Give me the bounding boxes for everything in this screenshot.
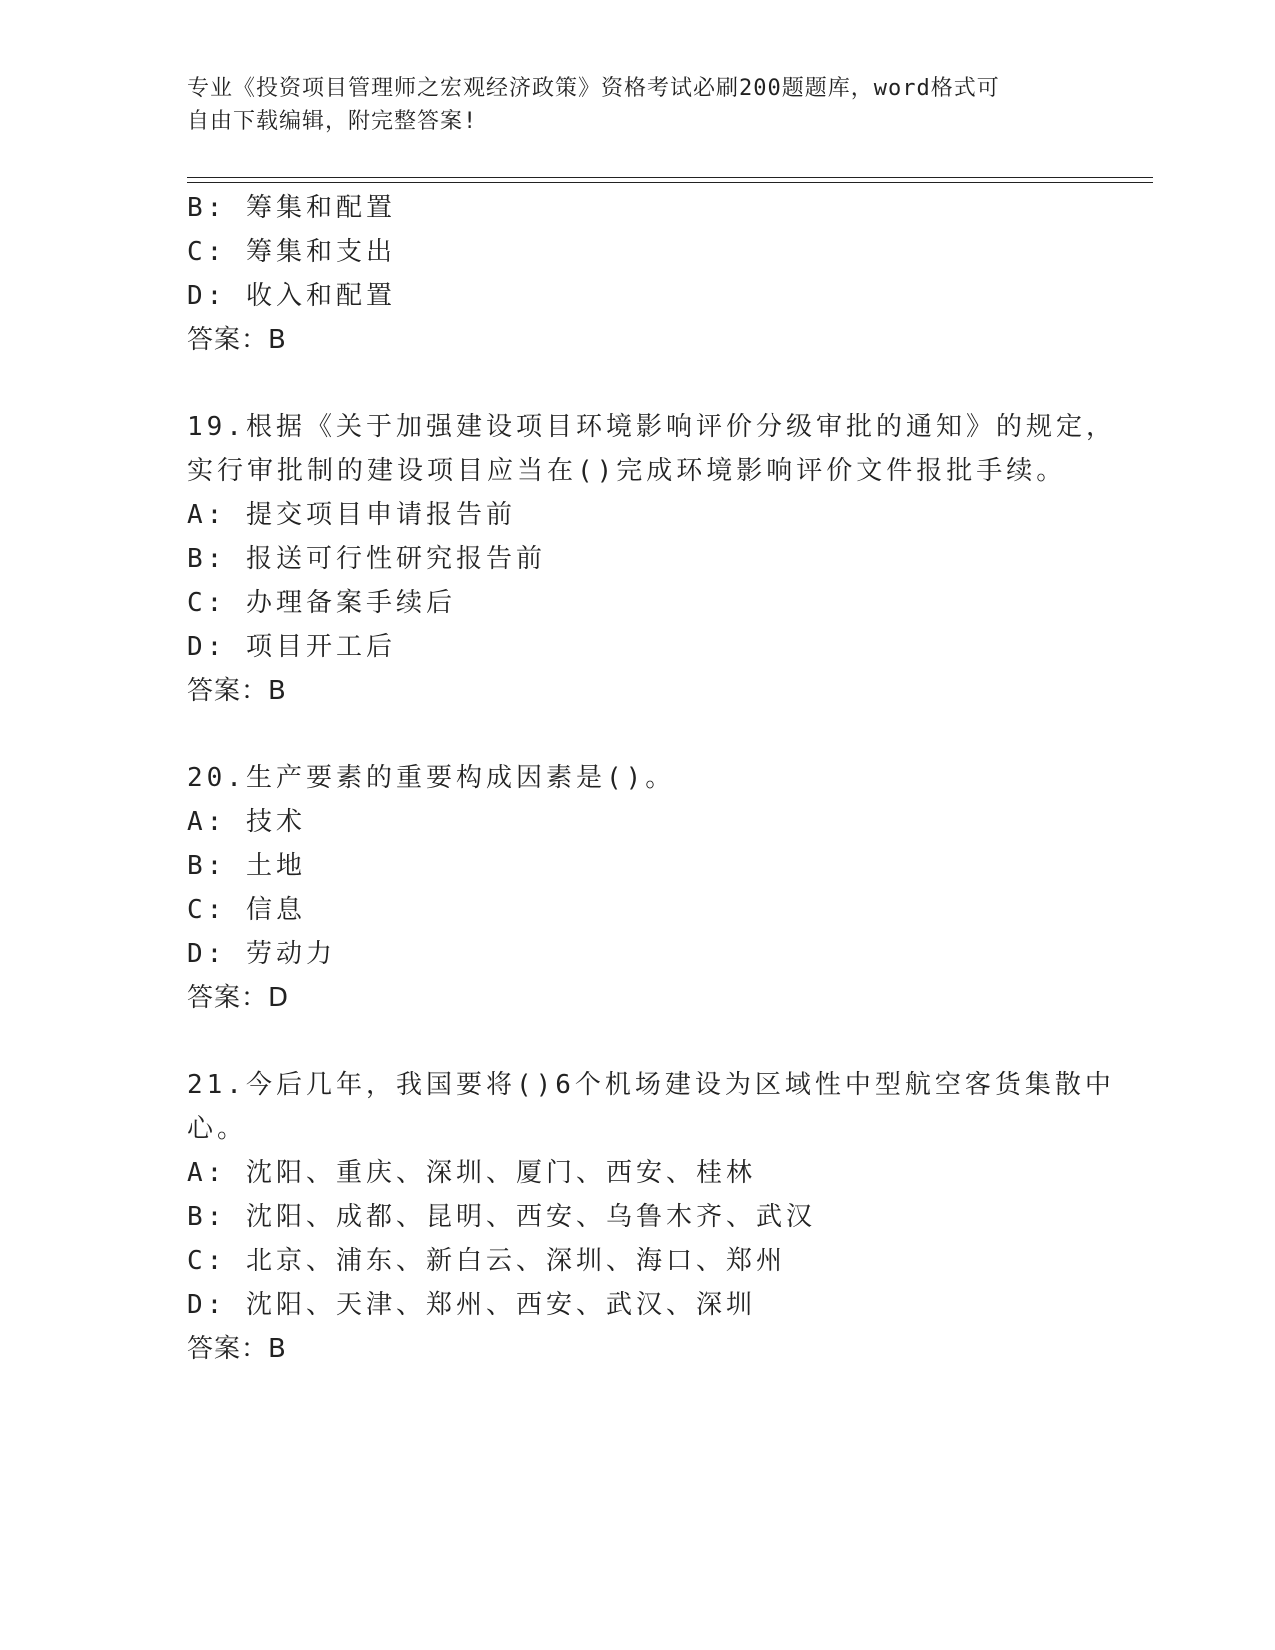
q20-option-b: B: 土地 <box>187 851 306 881</box>
header-line-1: 专业《投资项目管理师之宏观经济政策》资格考试必刷200题题库，word格式可 <box>187 76 1000 101</box>
q21-option-b: B: 沈阳、成都、昆明、西安、乌鲁木齐、武汉 <box>187 1202 816 1232</box>
header-divider-bottom <box>187 182 1153 183</box>
q21-option-c: C: 北京、浦东、新白云、深圳、海口、郑州 <box>187 1246 786 1276</box>
header-divider-top <box>187 177 1153 178</box>
q19-option-a: A: 提交项目申请报告前 <box>187 500 516 530</box>
q19-option-b: B: 报送可行性研究报告前 <box>187 544 546 574</box>
q18-answer: 答案：B <box>187 325 287 355</box>
header-line-2: 自由下载编辑，附完整答案! <box>187 109 478 134</box>
q21-stem-line-1: 21.今后几年，我国要将()6个机场建设为区域性中型航空客货集散中 <box>187 1070 1115 1100</box>
document-header <box>187 72 1067 138</box>
q21-answer: 答案：B <box>187 1334 287 1364</box>
q18-option-b: B: 筹集和配置 <box>187 193 396 223</box>
q18-option-c: C: 筹集和支出 <box>187 237 396 267</box>
q19-option-d: D: 项目开工后 <box>187 632 396 662</box>
q21-option-a: A: 沈阳、重庆、深圳、厦门、西安、桂林 <box>187 1158 756 1188</box>
q20-option-a: A: 技术 <box>187 807 306 837</box>
q19-stem-line-1: 19.根据《关于加强建设项目环境影响评价分级审批的通知》的规定， <box>187 412 1116 442</box>
q20-option-d: D: 劳动力 <box>187 939 336 969</box>
q21-stem-line-2: 心。 <box>187 1114 248 1144</box>
q19-stem-line-2: 实行审批制的建设项目应当在()完成环境影响评价文件报批手续。 <box>187 456 1067 486</box>
q20-option-c: C: 信息 <box>187 895 306 925</box>
q20-answer: 答案：D <box>187 983 290 1013</box>
q20-stem-line-1: 20.生产要素的重要构成因素是()。 <box>187 763 676 793</box>
q21-option-d: D: 沈阳、天津、郑州、西安、武汉、深圳 <box>187 1290 756 1320</box>
q19-option-c: C: 办理备案手续后 <box>187 588 456 618</box>
q18-option-d: D: 收入和配置 <box>187 281 396 311</box>
q19-answer: 答案：B <box>187 676 287 706</box>
